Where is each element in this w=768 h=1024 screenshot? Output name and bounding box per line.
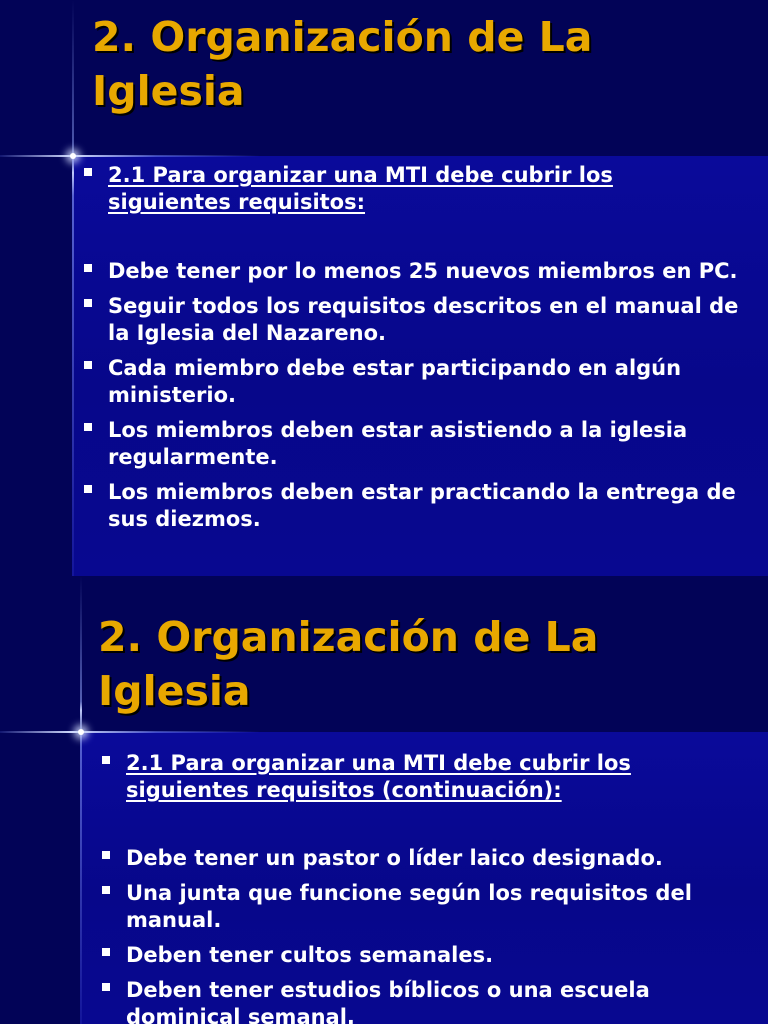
sparkle-icon (70, 153, 76, 159)
intro-text: 2.1 Para organizar una MTI debe cubrir los siguientes requisitos (continuación): (126, 751, 631, 802)
list-item-text: Los miembros deben estar practicando la entrega de sus diezmos. (108, 480, 736, 531)
list-item (98, 977, 738, 1024)
sparkle-icon (78, 729, 84, 735)
slide-title-line-1: 2. Organización de La (92, 13, 593, 61)
list-item-text: Cada miembro debe estar participando en algún ministerio. (108, 356, 682, 407)
list-item (80, 355, 740, 409)
list-item (80, 479, 740, 533)
square-bullet-icon (84, 168, 92, 176)
slide-2 (0, 576, 768, 1024)
square-bullet-icon (84, 485, 92, 493)
slide-title-line-1: 2. Organización de La (98, 613, 599, 661)
square-bullet-icon (102, 756, 110, 764)
square-bullet-icon (102, 851, 110, 859)
list-item-text: Debe tener un pastor o líder laico designado. (126, 846, 663, 870)
decorative-horizontal-line (0, 731, 260, 733)
list-item-text: Deben tener estudios bíblicos o una escuela dominical semanal. (126, 978, 650, 1024)
square-bullet-icon (84, 264, 92, 272)
square-bullet-icon (84, 299, 92, 307)
decorative-vertical-line (80, 576, 82, 1024)
square-bullet-icon (84, 361, 92, 369)
list-item-text: Debe tener por lo menos 25 nuevos miembros en PC. (108, 259, 738, 283)
slide-title (92, 10, 592, 118)
requirements-intro (80, 162, 720, 216)
slide-title-line-2: Iglesia (92, 67, 245, 115)
list-item (98, 750, 738, 804)
list-item (80, 293, 740, 347)
list-item-text: Deben tener cultos semanales. (126, 943, 494, 967)
square-bullet-icon (102, 948, 110, 956)
list-item (80, 258, 740, 285)
intro-text: 2.1 Para organizar una MTI debe cubrir los siguientes requisitos: (108, 163, 613, 214)
list-item (80, 417, 740, 471)
list-item (98, 942, 738, 969)
square-bullet-icon (102, 886, 110, 894)
list-item-text: Una junta que funcione según los requisitos del manual. (126, 881, 692, 932)
decorative-vertical-line (72, 0, 74, 576)
slide-title-line-2: Iglesia (98, 667, 251, 715)
list-item (98, 880, 738, 934)
list-item (98, 845, 738, 872)
decorative-horizontal-line (0, 155, 260, 157)
requirements-list (98, 845, 738, 1024)
slide-title (98, 610, 598, 718)
requirements-list (80, 258, 740, 541)
list-item (80, 162, 720, 216)
square-bullet-icon (84, 423, 92, 431)
list-item-text: Seguir todos los requisitos descritos en el manual de la Iglesia del Nazareno. (108, 294, 739, 345)
square-bullet-icon (102, 983, 110, 991)
list-item-text: Los miembros deben estar asistiendo a la iglesia regularmente. (108, 418, 688, 469)
requirements-intro (98, 750, 738, 804)
